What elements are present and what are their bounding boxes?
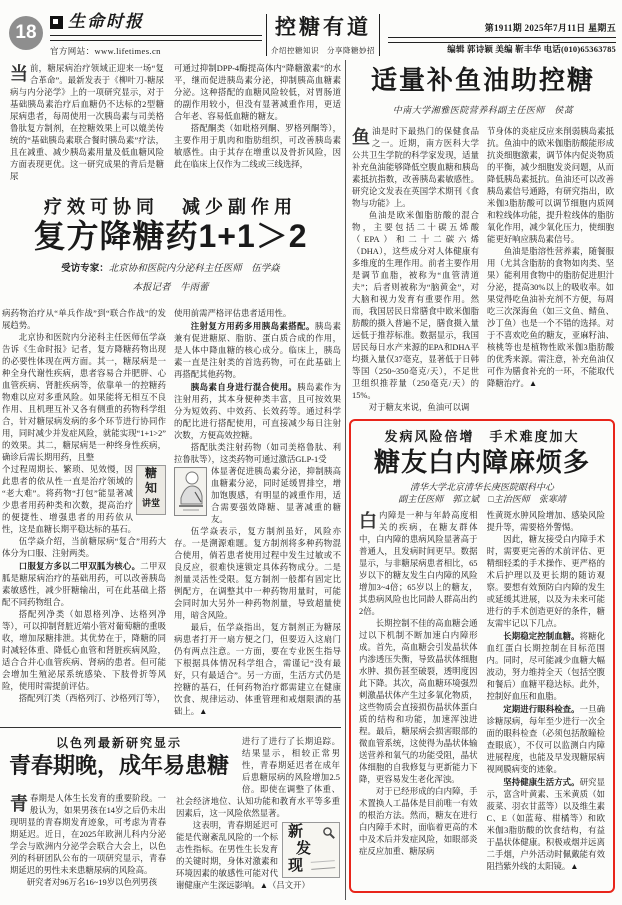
paragraph: 伍学焱介绍，当前糖尿病“复合”用药大体分为口服、注射两类。 (2, 537, 166, 558)
cataract-article-box (349, 419, 615, 893)
lead-expert-line (0, 263, 341, 275)
section-title: 控糖有道 (275, 15, 371, 39)
center-column-rule (345, 60, 346, 900)
cataract-kicker: 发病风险倍增 手术难度加大 (384, 429, 580, 444)
lead-body-col1 (2, 308, 166, 718)
para-lead: 注射复方用药多用胰岛素搭配。 (190, 321, 315, 331)
paragraph: 北京协和医院内分泌科主任医师伍学焱告诉《生命时报》记者，复方降糖药物出现的必要性体现在两方面。其一，糖尿病是一种全身代谢性疾病，患者容易合并肥胖、心血管疾病、肾脏疾病等，依靠单一的控糖药物难以应对多重风险。如果能将无相互不良作用、且机理互补又各有侧重的药物科学组合，针对糖尿病发病的多个环节进行协同作用，同时减少并发症风险，就能实现“1+1>2”的效果。其二，糖尿病是一种终身性疾病，确诊后需长期用药，且整 (2, 333, 166, 462)
paragraph: 因此，糖友接受白内障手术时，需要更完善的术前评估、更精细轻柔的手术操作、更严格的术后护理以及更长期的随访观察。要想有效预防白内障的发生或延缓其进展，以及为未来可能进行的手术创造更好的条件，糖友需牢记以下几点。 (486, 535, 605, 628)
masthead-logo-icon (50, 16, 63, 29)
lead-reporter-line: 本报记者 牛雨蕾 (132, 283, 209, 293)
paragraph: 搭配列汀类（西格列汀、沙格列汀等）， (18, 694, 166, 703)
staff-line: 编辑 郭诗颖 美编 靳丰华 电话(010)65363785 (447, 44, 616, 54)
paragraph: 体显著促进胰岛素分泌，抑制胰高血糖素分泌，同时延缓胃排空，增加饱腹感，有明显的减重作用，适合需要强效降糖、显著减重的糖友。 (211, 467, 341, 524)
headline-wrap-spacer (176, 736, 242, 786)
paragraph: 长期控制不佳的高血糖会通过以下机制不断加速白内障形成。首先，高血糖会引发晶状体内渗透压失衡，导致晶状体细胞水肿、损伤甚至破裂，透明度因此下降。其次，高血糖环境强烈刺激晶状体产生过多氧化物质，这些物质会直接损伤晶状体蛋白质的结构和功能，加速浑浊进程。最后，糖尿病会损害眼部的微血管系统，这使得为晶状体输送营养和氧气的功能受阻，晶状体细胞的自我修复与更新能力下降，更容易发生老化浑浊。 (359, 619, 478, 784)
para-lead: 定期进行眼科检查。 (503, 704, 580, 714)
dropcap: 当 (10, 64, 28, 84)
doctor-illustration (174, 467, 207, 516)
paragraph: 对于糖友来说，鱼油可以调 (368, 403, 470, 412)
column-logo-char: 讲堂 (141, 498, 160, 508)
paragraph: 鱼油是脂溶性营养素，随餐服用（尤其含脂肪的食物如肉类、坚果）能利用食物中的脂肪促进胆汁分泌，提高30%以上的吸收率。如果觉得吃鱼油补充剂不方便，每周吃三次深海鱼（如三文鱼、鲭鱼、沙丁鱼）也是一个不错的选择。对于不喜欢吃鱼的糖友，亚麻籽油、核桃等也是植物性欧米伽3脂肪酸的优秀来源。需注意，补充鱼油仅可作为膳食补充的一环，不能取代降糖治疗。▲ (487, 247, 614, 388)
para-text: 研究显示，富含叶黄素、玉米黄质（如菠菜、羽衣甘蓝等）以及维生素C、E（如蓝莓、柑橘等）和欧米伽3脂肪酸的饮食结构，有益于晶状体健康。积极戒烟并远离二手烟，户外活动时佩戴能有效阻挡紫外线的太阳镜。▲ (486, 778, 605, 871)
expert-label: 受访专家： (61, 263, 109, 274)
fish-oil-headline: 适量补鱼油助控糖 (370, 65, 595, 95)
paragraph: 对于已经形成的白内障，手术置换人工晶体是目前唯一有效的根治方法。然而，糖友在进行白内障手术时，面临着更高的术中及术后并发症风险，如眼部炎症反应加重、糖尿病 (359, 787, 478, 856)
paragraph (359, 510, 478, 618)
paragraph (10, 63, 164, 183)
masthead-rule (50, 35, 262, 41)
masthead-title: 生命时报 (68, 12, 144, 31)
lead-intro-col1 (10, 63, 164, 196)
puberty-kicker: 以色列最新研究显示 (55, 736, 182, 750)
para-text: 一旦确诊糖尿病，每年至少进行一次全面的眼科检查（必须包括散瞳检查眼底），不仅可以监测白内障进展程度，也能及早发现糖尿病视网膜病变的迹象。 (486, 705, 605, 774)
paragraph: 这表明，青春期延迟可能是代谢紊乱风险的一个标志性指标。在男性生长发育的关键时期，身体对激素和环境因素的敏感性可能对代谢健康产生深远影响。▲（吕文开） (176, 821, 310, 890)
para-text: 前，糖尿病治疗领域正迎来一场“复合革命”。最新发表于《柳叶刀-糖尿病与内分泌学》上的一项研究显示，对于基础胰岛素治疗后血糖仍不达标的2型糖尿病患者，每周使用一次胰岛素与司美格鲁肽复方制剂，在控糖效果上可以媲美传统的“基础胰岛素联合餐时胰岛素”疗法，且在减重、减少胰岛素用量及低血糖风险方面表现更优。这一研究成果的背后是糖尿 (10, 64, 164, 181)
paragraph (174, 381, 341, 442)
paragraph: 使用前需严格评估患者适用性。 (174, 309, 292, 318)
dropcap: 鱼 (352, 127, 370, 147)
para-text: 内障是一种与年龄高度相关的疾病，在糖友群体中，白内障的患病风险显著高于普通人，且发病时间更早。数据显示，与非糖尿病患者相比，65岁以下的糖友发生白内障的风险增加3~4倍；65岁以上的糖友，其患病风险也比同龄人群高出约2倍。 (359, 511, 478, 616)
paragraph (487, 776, 606, 873)
dropcap: 白 (359, 511, 377, 531)
issue-line: 第1911期 2025年7月11日 星期五 (484, 23, 616, 33)
column-logo-char: 糖 (144, 466, 157, 480)
article-divider (0, 727, 341, 728)
fish-oil-col1 (352, 126, 479, 414)
para-text: 胰岛素兼有促进糖原、脂肪、蛋白质合成的作用，是人体中降血糖的核心成分。临床上，胰岛素一直是注射类的首选药物，可在此基础上再搭配其他药物。 (174, 322, 341, 379)
doctor-cartoon-icon (175, 468, 206, 515)
para-text: 将糖化血红蛋白长期控制在目标范围内。同时，尽可能减少血糖大幅波动，努力维持全天（包括空腹和餐后）血糖平稳达标。此外，控制好血压和血脂。 (486, 632, 605, 701)
website-line: 官方网站：www.lifetimes.cn (50, 46, 161, 56)
lead-headline: 复方降糖药1+1＞2 (33, 218, 308, 254)
cataract-col1 (359, 510, 478, 882)
para-text: 胰岛素作为注射用药，其本身便种类丰富，且可按效果分为短效药、中效药、长效药等。通过科学的配比进行搭配使用，可直接减少每日注射次数，方便高效控糖。 (174, 383, 341, 440)
paragraph (174, 320, 341, 381)
para-lead: 长期稳定控制血糖。 (503, 631, 580, 641)
puberty-headline: 青春期晚，成年易患糖 (8, 753, 229, 778)
para-text: 油是时下最热门的保健食品之一。近期，南方医科大学公共卫生学院的科学家发现，适量补充鱼油能够降低空腹血糖和胰岛素抵抗指数，改善胰岛素敏感性。研究论文发表在英国学术期刊《食物与功能》上。 (352, 127, 479, 208)
column-logo-char: 知 (144, 481, 157, 495)
paragraph: 性黄斑水肿风险增加、感染风险提升等，需要格外警惕。 (486, 511, 605, 532)
paragraph: 最后，伍学焱指出，复方制剂正为糖尿病患者打开一扇方便之门，但要迈入这扇门仍有两点注意。一方面，要在专业医生指导下根据具体情况科学组合，需谨记“没有最好，只有最适合”。另一方面，生活方式仍是控糖的基石，任何药物治疗都需建立在健康饮食、规律运动、体重管理和戒烟限酒的基础上。▲ (174, 623, 341, 716)
paragraph: 进行了进行了长期追踪。结果显示，相较正常男性，青春期延迟者在成年后患糖尿病的风险增加2.5倍。即使在调整了体重、社会经济地位、认知功能和教育水平等多重因素后，这一风险依然显著。 (176, 737, 340, 818)
puberty-col1 (10, 793, 166, 903)
lead-body-col2 (174, 308, 341, 718)
puberty-col2 (176, 736, 340, 904)
para-lead: 口服复方多以二甲双胍为核心。 (18, 561, 141, 571)
stamp-wave-decoration (311, 860, 335, 870)
stamp-char: 现 (288, 858, 304, 874)
para-lead: 坚持健康生活方式。 (503, 777, 580, 787)
paragraph: 搭配列净类（如恩格列净、达格列净等），可以抑制肾脏近端小管对葡萄糖的重吸收，增加尿糖排泄。其优势在于，降糖的同时减轻体重、降低心血管和肾脏疾病风险，适合合并心血管疾病、肾病的患者。但可能会增加生殖泌尿系统感染、下肢骨折等风险，使用时需提前评估。 (2, 610, 166, 691)
paragraph: 搭配酮类（如吡格列酮、罗格列酮等），主要作用于肌肉和脂肪组织，可改善胰岛素敏感性。由于其存在增重以及骨折风险，因此在临床上仅作为二线或三线选择， (174, 124, 341, 169)
page-number-badge: 18 (9, 16, 43, 50)
paragraph: 鱼油是欧米伽脂肪酸的混合物，主要包括二十碳五烯酸（EPA）和二十二碳六烯（DHA），这些成分对人体健康有多维度的生理作用。前者主要作用是调节血脂，被称为“血管清道夫”；后者则被称为“脑黄金”，对大脑和视力发育有重要作用。然而，我国居民日常膳食中欧米伽脂肪酸的摄入普遍不足，膳食摄入量远低于推荐标准。数据显示，我国居民每日水产来源的EPA和DHA平均摄入量仅37毫克，显著低于日韩等国（250~350毫克/天），不足世卫组织推荐量（250毫克/天）的15%。 (352, 211, 479, 400)
para-text: 二甲双胍是糖尿病治疗的基础用药，可以改善胰岛素敏感性，减少肝糖输出，可在此基础上搭配不同药物组合。 (2, 562, 166, 607)
para-lead: 胰岛素自身进行混合使用。 (190, 382, 298, 392)
cataract-byline-2: 副主任医师 郭立斌 □主治医师 张寒靖 (398, 494, 566, 504)
masthead (50, 12, 262, 57)
expert-name: 北京协和医院内分泌科主任医师 伍学焱 (108, 264, 280, 274)
stamp-char: 发 (296, 841, 312, 857)
fish-oil-col2 (487, 126, 614, 414)
para-text: 春期是人体生长发育的重要阶段。一般认为，如果男孩在14岁之后仍未出现明显的青春期发育迹象，可考虑为青春期延迟。近日，在2025年欧洲儿科内分泌学会与欧洲内分泌学会联合大会上，以色列的科研团队公布的一项研究显示，青春期延迟的男性未来患糖尿病的风险高。 (10, 794, 166, 875)
paragraph (2, 560, 166, 609)
paragraph (10, 793, 166, 877)
paragraph: 伍学焱表示，复方制剂虽好，风险亦存。一是溯源难题。复方制剂将多种药物混合使用，倘若患者使用过程中发生过敏或不良反应，很难快速锁定具体药物成分。二是剂量灵活性受限。复方制剂一般都有固定比例配方，在调整其中一种药物用量时，可能会同时加大另外一种药物剂量，导致超量使用，暗含风险。 (174, 527, 341, 620)
cataract-byline-1: 清华大学北京清华长庚医院眼科中心 (409, 482, 554, 492)
cataract-headline: 糖友白内障麻烦多 (373, 447, 590, 477)
paragraph: 病药物治疗从“单兵作战”到“联合作战”的发展趋势。 (2, 309, 166, 330)
lead-intro-col2 (174, 63, 341, 196)
paragraph (352, 126, 479, 210)
paragraph: 可通过抑制DPP-4酶提高体内“降糖激素”的水平，继而促进胰岛素分泌，抑制胰高血糖素分泌。这种搭配的血糖风险较低，对胃肠道的副作用较小，但没有显著减重作用，更适合年老、容易低血糖的糖友。 (174, 64, 341, 121)
cataract-col2 (487, 510, 606, 882)
dropcap: 青 (10, 794, 28, 814)
stamp-char: 新 (288, 824, 304, 840)
paragraph: 个过程周期长、繁琐、见效慢，因此患者的依从性一直是治疗领域的“老大难”。将药物“打包”能显著减少患者用药种类和次数，提高治疗的便捷性、增强患者的用药依从性，这是血糖长期平稳达标的基石。 (2, 465, 136, 534)
paragraph: 节身体的炎症反应来削弱胰岛素抵抗。鱼油中的欧米伽脂肪酸能形成抗炎细胞激素，调节体内促炎物质的平衡，减少细胞发炎问题，从而降低胰岛素抵抗。鱼油还可以改善胰岛素信号通路，有研究指出，欧米伽3脂肪酸可以调节细胞内质网和粒线体功能，提升粒线体的脂肪氧化作用，减少氧化压力，使细胞能更好响应胰岛素信号。 (487, 127, 614, 244)
paragraph (487, 630, 606, 703)
paragraph: 搭配肽类注射药物（如司美格鲁肽、利拉鲁肽等），这类药物可通过激活GLP-1受 (174, 443, 341, 464)
column-logo-box (136, 465, 166, 515)
paragraph: 研究者对96万名16~19岁以色列男孩 (26, 878, 157, 887)
new-discovery-stamp (282, 822, 340, 878)
lead-kicker: 疗效可协同 减少副作用 (44, 197, 297, 217)
paragraph (487, 703, 606, 776)
section-subtitle: 介绍控糖知识 分享降糖妙招 (271, 46, 375, 55)
magnifier-icon (322, 826, 336, 840)
fish-oil-byline: 中南大学湘雅医院营养科副主任医师 侯蒿 (392, 105, 574, 115)
issue-block (388, 21, 616, 55)
